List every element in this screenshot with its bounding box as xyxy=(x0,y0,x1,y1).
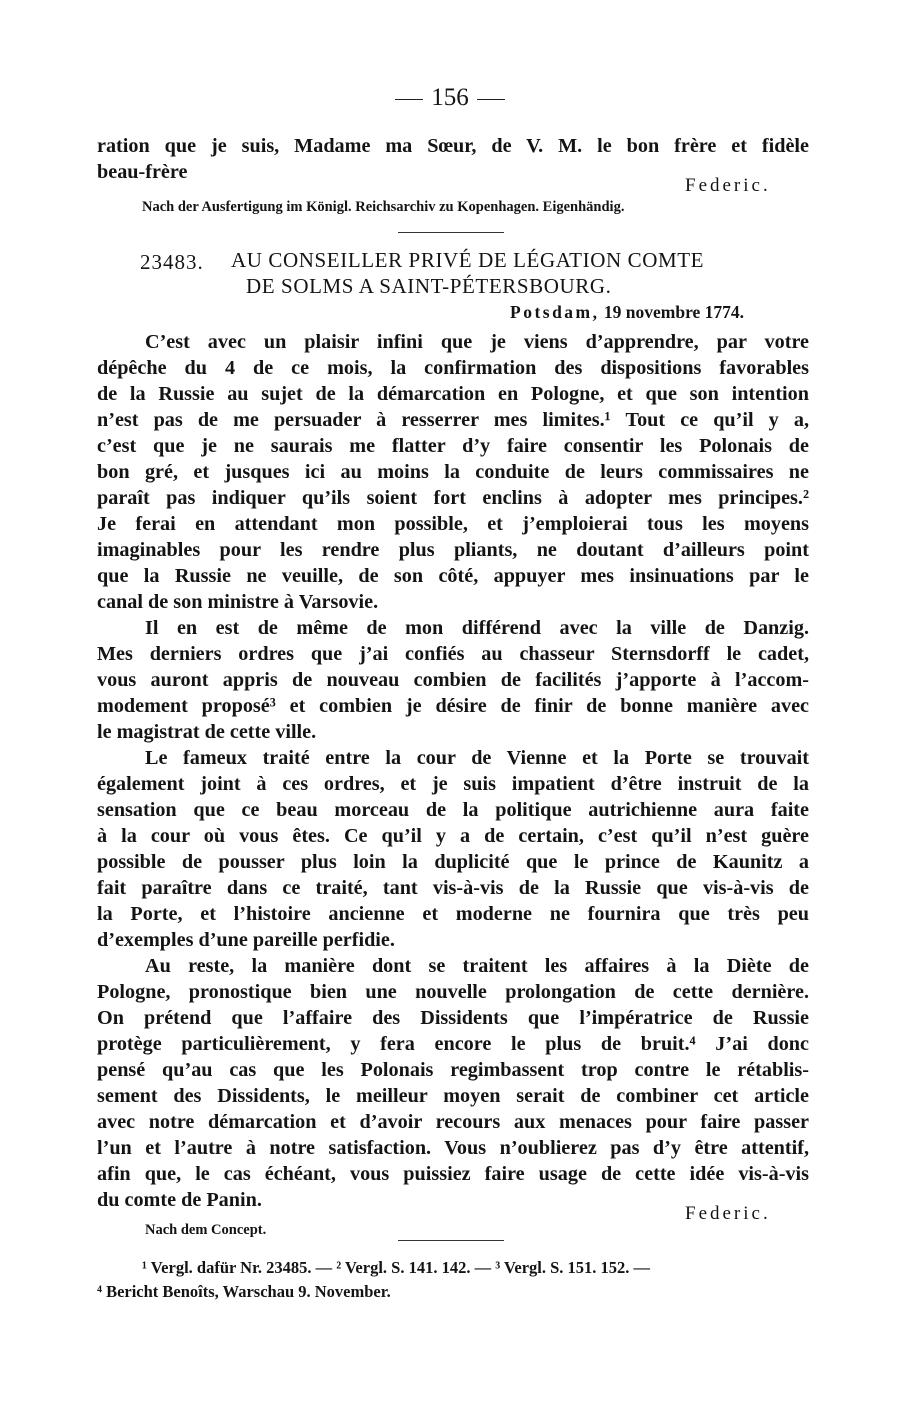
text-line: de la Russie au sujet de la démarcation en Pologne, et que son intention xyxy=(97,383,809,405)
text-line: vous auront appris de nouveau combien de facilités j’apporte à l’accom- xyxy=(97,669,809,691)
date: 19 novembre 1774. xyxy=(603,302,745,322)
text-line: pensé qu’au cas que les Polonais regimbassent trop contre le rétablis- xyxy=(97,1059,809,1081)
text-line: n’est pas de me persuader à resserrer mes limites.¹ Tout ce qu’il y a, xyxy=(97,409,809,431)
signature-federic-2: Federic. xyxy=(685,1203,771,1224)
text-line: avec notre démarcation et d’avoir recours aux menaces pour faire passer xyxy=(97,1111,809,1133)
text-line: l’un et l’autre à notre satisfaction. Vous n’oublierez pas d’y être attentif, xyxy=(97,1137,809,1159)
signature-federic-1: Federic. xyxy=(685,175,771,196)
text-line: sensation que ce beau morceau de la politique autrichienne aura faite xyxy=(97,799,809,821)
text-line: Le fameux traité entre la cour de Vienne et la Porte se trouvait xyxy=(145,747,809,769)
text-line: Il en est de même de mon différend avec la ville de Danzig. xyxy=(145,617,809,639)
text-line: à la cour où vous êtes. Ce qu’il y a de certain, c’est qu’il n’est guère xyxy=(97,825,809,847)
footnote-line-2: ⁴ Bericht Benoîts, Warschau 9. November. xyxy=(97,1282,391,1301)
text-line: afin que, le cas échéant, vous puissiez faire usage de cette idée vis-à-vis xyxy=(97,1163,809,1185)
letter-heading-line-1: AU CONSEILLER PRIVÉ DE LÉGATION COMTE xyxy=(231,248,705,272)
source-note-1: Nach der Ausfertigung im Königl. Reichsarchiv zu Kopenhagen. Eigenhändig. xyxy=(142,199,625,215)
text-line: beau-frère xyxy=(97,161,188,183)
text-line: sement des Dissidents, le meilleur moyen serait de combiner cet article xyxy=(97,1085,809,1107)
page-number xyxy=(370,84,530,112)
footnote-line-1: ¹ Vergl. dafür Nr. 23485. — ² Vergl. S. 141. 142. — ³ Vergl. S. 151. 152. — xyxy=(142,1258,651,1277)
text-line: ration que je suis, Madame ma Sœur, de V. M. le bon frère et fidèle xyxy=(97,135,809,157)
footnote-divider xyxy=(398,1240,504,1241)
text-line: Au reste, la manière dont se traitent les affaires à la Diète de xyxy=(145,955,809,977)
text-line: canal de son ministre à Varsovie. xyxy=(97,591,379,613)
text-line: c’est que je ne saurais me flatter d’y faire consentir les Polonais de xyxy=(97,435,809,457)
text-line: Pologne, pronostique bien une nouvelle prolongation de cette dernière. xyxy=(97,981,809,1003)
place: Potsdam, xyxy=(510,302,600,322)
page-number-text: 156 xyxy=(431,84,469,111)
text-line: du comte de Panin. xyxy=(97,1189,262,1211)
place-and-date xyxy=(510,302,744,323)
text-line: dépêche du 4 de ce mois, la confirmation des dispositions favorables xyxy=(97,357,809,379)
text-line: la Porte, et l’histoire ancienne et moderne ne fournira que très peu xyxy=(97,903,809,925)
text-line: imaginables pour les rendre plus pliants, ne doutant d’ailleurs point xyxy=(97,539,809,561)
page-number-dash-right xyxy=(477,99,505,100)
text-line: modement proposé³ et combien je désire de finir de bonne manière avec xyxy=(97,695,809,717)
letter-heading-line-2: DE SOLMS A SAINT-PÉTERSBOURG. xyxy=(246,274,612,298)
text-line: possible de pousser plus loin la duplicité que le prince de Kaunitz a xyxy=(97,851,809,873)
text-line: également joint à ces ordres, et je suis impatient d’être instruit de la xyxy=(97,773,809,795)
text-line: protège particulièrement, y fera encore le plus de bruit.⁴ J’ai donc xyxy=(97,1033,809,1055)
text-line: Je ferai en attendant mon possible, et j’emploierai tous les moyens xyxy=(97,513,809,535)
text-line: fait paraître dans ce traité, tant vis-à-vis de la Russie que vis-à-vis de xyxy=(97,877,809,899)
letter-number: 23483. xyxy=(140,250,204,274)
page-number-dash-left xyxy=(395,99,423,100)
text-line: Mes derniers ordres que j’ai confiés au chasseur Sternsdorff le cadet, xyxy=(97,643,809,665)
text-line: que la Russie ne veuille, de son côté, appuyer mes insinuations par le xyxy=(97,565,809,587)
text-line: bon gré, et jusques ici au moins la conduite de leurs commissaires ne xyxy=(97,461,809,483)
section-divider xyxy=(398,232,504,233)
text-line: C’est avec un plaisir infini que je viens d’apprendre, par votre xyxy=(145,331,809,353)
source-note-2: Nach dem Concept. xyxy=(145,1222,267,1238)
text-line: d’exemples d’une pareille perfidie. xyxy=(97,929,395,951)
text-line: On prétend que l’affaire des Dissidents que l’impératrice de Russie xyxy=(97,1007,809,1029)
text-line: paraît pas indiquer qu’ils soient fort enclins à adopter mes principes.² xyxy=(97,487,809,509)
text-line: le magistrat de cette ville. xyxy=(97,721,317,743)
